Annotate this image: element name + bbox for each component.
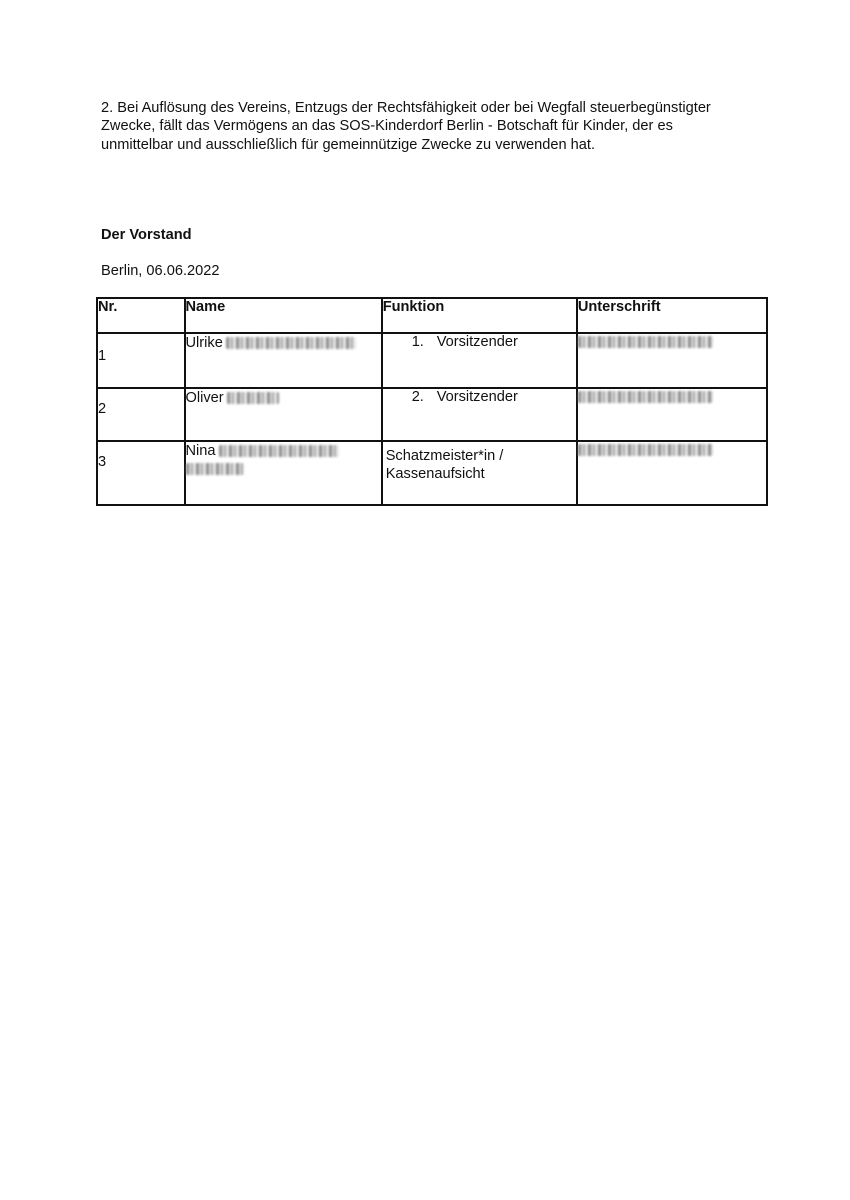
function-list-number: 2. bbox=[411, 389, 424, 405]
board-members-table bbox=[96, 297, 768, 506]
member-function-line2: Kassenaufsicht bbox=[385, 466, 485, 482]
member-function: Vorsitzender bbox=[436, 334, 518, 350]
table-header-row bbox=[97, 298, 767, 333]
member-function: Vorsitzender bbox=[436, 389, 518, 405]
function-list-number: 1. bbox=[411, 334, 424, 350]
signature-cell bbox=[577, 388, 767, 441]
redacted-surname bbox=[226, 337, 356, 349]
table-row bbox=[97, 388, 767, 441]
place-date-line: Berlin, 06.06.2022 bbox=[101, 263, 220, 279]
member-first-name: Nina bbox=[185, 443, 216, 459]
member-name-cell bbox=[185, 333, 382, 388]
redacted-signature bbox=[578, 391, 713, 403]
member-function-cell bbox=[382, 333, 577, 388]
section-heading: Der Vorstand bbox=[101, 227, 192, 243]
redacted-surname bbox=[227, 392, 279, 404]
redacted-signature bbox=[578, 336, 713, 348]
member-first-name: Ulrike bbox=[185, 335, 223, 351]
row-number: 2 bbox=[97, 388, 185, 441]
member-name-cell bbox=[185, 441, 382, 505]
signature-cell bbox=[577, 441, 767, 505]
table-row bbox=[97, 333, 767, 388]
row-number: 1 bbox=[97, 333, 185, 388]
member-name-cell bbox=[185, 388, 382, 441]
row-number: 3 bbox=[97, 441, 185, 505]
header-nr: Nr. bbox=[97, 298, 185, 333]
header-name: Name bbox=[185, 298, 382, 333]
redacted-surname-continued bbox=[186, 463, 244, 475]
member-first-name: Oliver bbox=[185, 390, 224, 406]
member-function-cell bbox=[382, 441, 577, 505]
dissolution-paragraph: 2. Bei Auflösung des Vereins, Entzugs der Rechtsfähigkeit oder bei Wegfall steuerbegünstigter Zwecke, fällt das Vermögens an das SOS-Kinderdorf Berlin - Botschaft für Kinder, der es unmittelbar und ausschließlich für gemeinnützige Zwecke zu verwenden hat. bbox=[101, 100, 711, 153]
redacted-signature bbox=[578, 444, 713, 456]
header-funktion: Funktion bbox=[382, 298, 577, 333]
redacted-surname bbox=[219, 445, 339, 457]
header-unterschrift: Unterschrift bbox=[577, 298, 767, 333]
signature-cell bbox=[577, 333, 767, 388]
member-function-line1: Schatzmeister*in / bbox=[385, 448, 504, 464]
table-row bbox=[97, 441, 767, 505]
member-function-cell bbox=[382, 388, 577, 441]
